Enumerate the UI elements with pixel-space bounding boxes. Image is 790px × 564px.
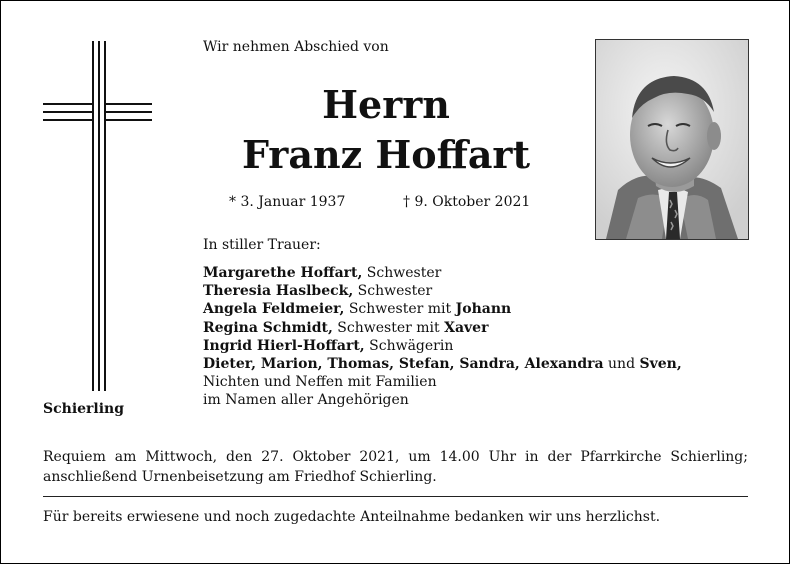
- mourner-name: Dieter, Marion, Thomas, Stefan, Sandra, Alexandra: [203, 356, 604, 373]
- mourning-label: In stiller Trauer:: [203, 237, 321, 253]
- mourner-name: Johann: [455, 301, 512, 318]
- mourner-name: Ingrid Hierl-Hoffart,: [203, 337, 365, 354]
- mourner-relation: Schwester: [353, 283, 433, 300]
- thanks-text: Für bereits erwiesene und noch zugedachte Anteilnahme bedanken wir uns herzlichst.: [43, 509, 661, 525]
- mourner-relation: im Namen aller Angehörigen: [203, 392, 409, 409]
- deceased-name: Franz Hoffart: [241, 132, 531, 177]
- mourner-name: Sven,: [639, 356, 682, 373]
- mourner-relation: Schwester mit: [344, 301, 456, 318]
- mourner-line: [203, 300, 682, 318]
- salutation: Herrn: [322, 82, 450, 127]
- mourner-relation: Schwester: [362, 265, 442, 281]
- mourner-line: [203, 337, 682, 355]
- death-date: † 9. Oktober 2021: [403, 194, 531, 210]
- mourner-name: Theresia Haslbeck,: [203, 283, 354, 300]
- place-name: Schierling: [43, 401, 125, 417]
- mourner-name: Angela Feldmeier,: [203, 301, 345, 318]
- intro-text: Wir nehmen Abschied von: [203, 39, 389, 55]
- mourner-line: [203, 319, 682, 337]
- mourner-line: [203, 282, 682, 300]
- mourner-line: [203, 391, 682, 409]
- mourner-name: Margarethe Hoffart,: [203, 265, 363, 281]
- mourner-relation: und: [603, 356, 640, 373]
- birth-date: * 3. Januar 1937: [229, 194, 346, 210]
- mourner-line: [203, 355, 682, 373]
- divider: [43, 496, 748, 497]
- mourner-line: [203, 373, 682, 391]
- mourner-relation: Nichten und Neffen mit Familien: [203, 374, 437, 391]
- requiem-text: Requiem am Mittwoch, den 27. Oktober 2021, um 14.00 Uhr in der Pfarrkirche Schierling; anschließend Urnenbeisetzung am Friedhof Schierling.: [43, 449, 748, 485]
- mourner-line: [203, 264, 682, 282]
- mourner-relation: Schwägerin: [364, 337, 454, 354]
- mourner-name: Regina Schmidt,: [203, 319, 333, 336]
- mourner-relation: Schwester mit: [332, 319, 445, 336]
- mourners-list: [203, 264, 682, 410]
- cross-icon: [1, 1, 201, 401]
- mourner-name: Xaver: [444, 319, 489, 336]
- portrait-photo: [595, 39, 749, 240]
